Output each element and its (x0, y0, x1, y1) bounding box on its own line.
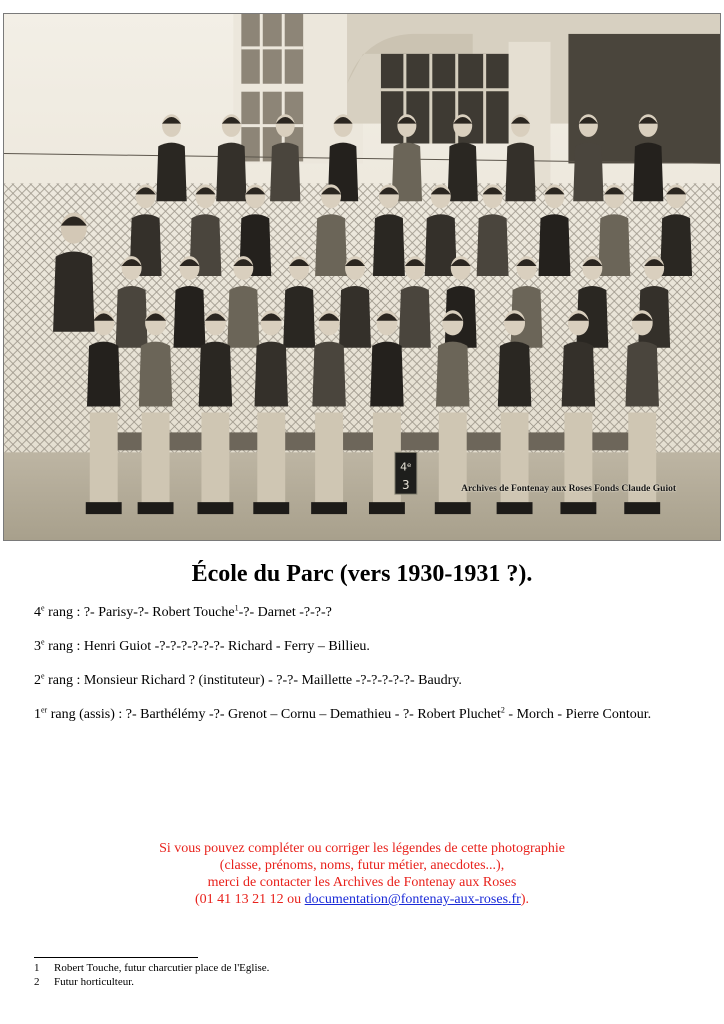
footnote-number: 2 (34, 976, 40, 988)
page-title: École du Parc (vers 1930-1931 ?). (191, 561, 533, 587)
person-shoes (197, 502, 233, 514)
person-shoes (497, 502, 533, 514)
rank-number: 3 (34, 639, 41, 654)
appeal-line-1: Si vous pouvez compléter ou corriger les légendes de cette photographie (159, 841, 565, 856)
caption-row-2 (34, 672, 462, 690)
appeal-phone: (01 41 13 21 12 ou (194, 892, 305, 907)
class-photograph (3, 13, 721, 541)
slate-line-1: 4ᵉ (400, 460, 412, 474)
person-shoes (624, 502, 660, 514)
person-legs (201, 412, 229, 507)
person-shoes (435, 502, 471, 514)
row-text: rang : Monsieur Richard ? (instituteur) - ?-?- Maillette -?-?-?-?-?- Baudry. (44, 673, 462, 688)
rank-suffix: er (41, 705, 48, 715)
photo-illustration (4, 14, 720, 540)
person-legs (90, 412, 118, 507)
footnote-separator (34, 957, 198, 958)
caption-row-3 (34, 638, 370, 656)
rank-number: 4 (34, 605, 41, 620)
footnote-ref[interactable]: 1 (234, 603, 239, 613)
footnote-number: 1 (34, 962, 40, 974)
footnote-ref[interactable]: 2 (500, 705, 505, 715)
rank-number: 1 (34, 707, 41, 722)
caption-row-4 (34, 604, 332, 622)
row-text: rang (assis) : ?- Barthélémy -?- Grenot – Cornu – Demathieu - ?- Robert Pluchet (47, 707, 501, 722)
email-link[interactable]: documentation@fontenay-aux-roses.fr (304, 892, 521, 907)
row-text: rang : Henri Guiot -?-?-?-?-?-?- Richard - Ferry – Billieu. (44, 639, 370, 654)
caption-row-1 (34, 706, 651, 724)
appeal-tail: ). (520, 892, 530, 907)
appeal-line-2: (classe, prénoms, noms, futur métier, anecdotes...), (219, 858, 505, 873)
person-shoes (311, 502, 347, 514)
person-legs (315, 412, 343, 507)
row-text-end: - Morch - Pierre Contour. (504, 707, 652, 722)
row-text: rang : ?- Parisy-?- Robert Touche (44, 605, 235, 620)
footnote-2 (34, 975, 134, 989)
person-shoes (369, 502, 405, 514)
rank-suffix: e (41, 671, 45, 681)
rank-number: 2 (34, 673, 41, 688)
person-shoes (138, 502, 174, 514)
contact-appeal (0, 840, 724, 908)
row-text-end: -?- Darnet -?-?-? (238, 605, 332, 620)
footnote-text: Robert Touche, futur charcutier place de l'Eglise. (54, 962, 270, 974)
rank-suffix: e (41, 637, 45, 647)
person-shoes (560, 502, 596, 514)
slate-line-2: 3 (402, 478, 410, 493)
footnote-1 (34, 961, 269, 975)
person-legs (257, 412, 285, 507)
appeal-line-3: merci de contacter les Archives de Fontenay aux Roses (207, 875, 517, 890)
person-legs (142, 412, 170, 507)
photo-watermark: Archives de Fontenay aux Roses Fonds Claude Guiot (461, 484, 676, 494)
person-shoes (86, 502, 122, 514)
footnote-text: Futur horticulteur. (54, 976, 135, 988)
person-shoes (253, 502, 289, 514)
appeal-line-4 (0, 891, 724, 908)
rank-suffix: e (41, 603, 45, 613)
